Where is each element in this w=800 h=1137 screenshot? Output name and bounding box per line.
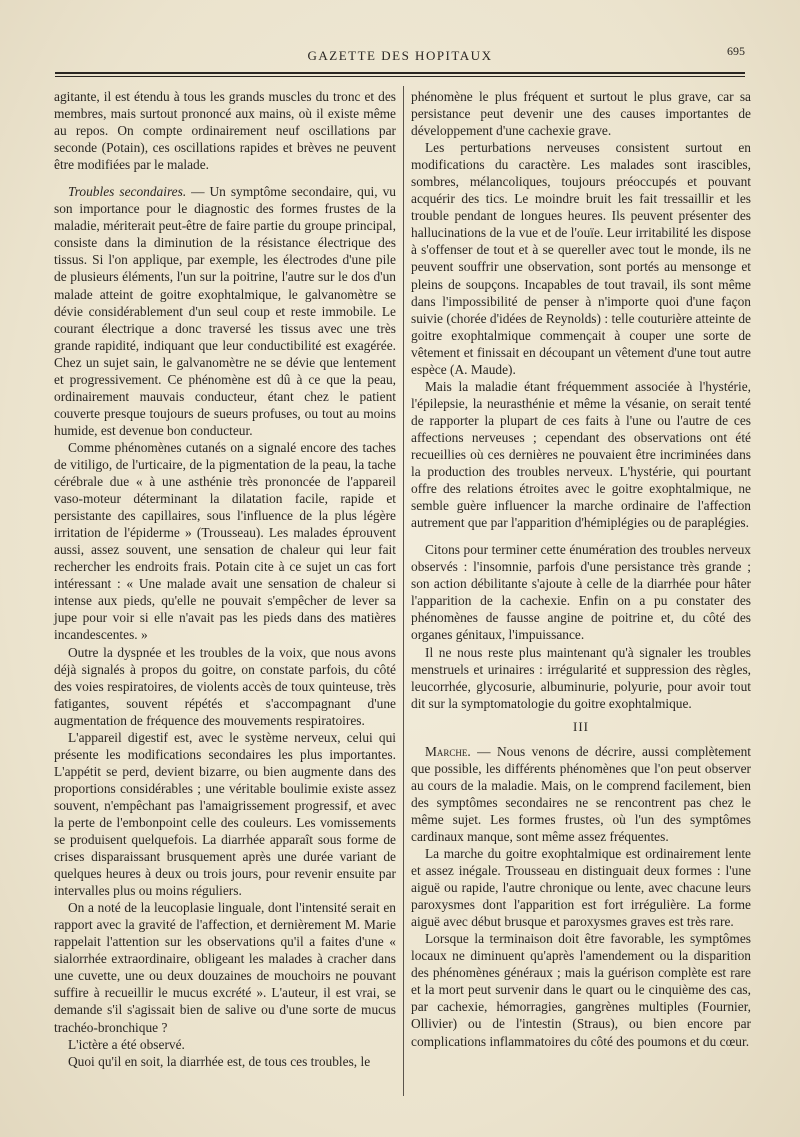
right-paragraph-1: phénomène le plus fréquent et surtout le plus grave, car sa persistance peut devenir une des causes importantes de développement d'une cachexie grave.	[411, 89, 751, 139]
subheading-troubles-secondaires: Troubles secondaires.	[68, 184, 187, 200]
left-paragraph-2	[54, 183, 396, 439]
left-column	[54, 88, 396, 1070]
right-paragraph-7: La marche du goitre exophtalmique est ordinairement lente et assez inégale. Trousseau en distinguait deux formes : l'une aiguë ou rapide, l'autre chronique ou lente, avec chacune leurs paroxysmes dont l'apparition est fort irrégulière. La forme aiguë avec début brusque et paroxysmes graves est très rare.	[411, 846, 751, 930]
left-paragraph-4: Outre la dyspnée et les troubles de la voix, que nous avons déjà signalés à propos du goitre, on constate parfois, du côté des voies respiratoires, de violents accès de toux quinteuse, très fatigantes, souvent répétés et s'accompagnant d'une augmentation de fréquence des mouvements respiratoires.	[54, 644, 396, 728]
column-divider	[403, 86, 404, 1096]
right-paragraph-5: Il ne nous reste plus maintenant qu'à signaler les troubles menstruels et urinaires : irrégularité et suppression des règles, leucorrhée, glycosurie, albuminurie, polyurie, pour avoir tout dit sur la symptomatologie du goitre exophtalmique.	[411, 644, 751, 711]
header-rule	[55, 72, 745, 74]
left-paragraph-3: Comme phénomènes cutanés on a signalé encore des taches de vitiligo, de l'urticaire, de la pigmentation de la peau, la tache cérébrale due « à une asthénie très prononcée de l'appareil vaso-moteur déterminant la dilatation facile, rapide et persistante des capillaires, sous l'influence de la plus légère irritation de l'épiderme » (Trousseau). Les malades éprouvent aussi, assez souvent, une sensation de chaleur qui leur fait rechercher les endroits frais. Potain cite à ce sujet un cas fort intéressant : « Une malade avait une sensation de chaleur si intense aux pieds, qu'elle ne pouvait s'empêcher de lever sa jupe pour voir si elle n'avait pas les pieds dans des matières incandescentes. »	[54, 439, 396, 643]
right-paragraph-4: Citons pour terminer cette énumération des troubles nerveux observés : l'insomnie, parfois d'une persistance très grande ; son action débilitante s'ajoute à celle de la diarrhée pour hâter l'apparition de la cachexie. Enfin on a pu constater des phénomènes de fausse angine de poitrine et, du côté des organes génitaux, l'impuissance.	[411, 542, 751, 643]
right-paragraph-8: Lorsque la terminaison doit être favorable, les symptômes locaux ne diminuent qu'après l'amendement ou la disparition des phénomènes généraux ; mais la guérison complète est rare et la mort peut survenir dans le quart ou le cinquième des cas, par cachexie, hémorragies, gangrènes multiples (Fournier, Ollivier) ou de l'intestin (Straus), ou bien encore par complications inflammatoires du côté des poumons et du cœur.	[411, 931, 751, 1049]
left-paragraph-8: Quoi qu'il en soit, la diarrhée est, de tous ces troubles, le	[68, 1053, 371, 1069]
left-paragraph-7: L'ictère a été observé.	[68, 1036, 185, 1052]
left-paragraph-5: L'appareil digestif est, avec le système nerveux, celui qui présente les modifications secondaires les plus importantes. L'appétit se perd, devient bizarre, ou bien augmente dans des proportions considérables ; une véritable boulimie existe assez souvent, n'empêchant pas l'amaigrissement progressif, et avec la perte de l'embonpoint celle des couleurs. Les vomissements se produisent quelquefois. La diarrhée apparaît sous forme de crises disparaissant brusquement après une durée variant de quelques heures à deux ou trois jours, pour revenir ensuite par intervalles plus ou moins réguliers.	[54, 729, 396, 899]
right-paragraph-2: Les perturbations nerveuses consistent surtout en modifications du caractère. Les malades sont irascibles, sombres, mélancoliques, toujours préoccupés et pouvant acquérir des tics. Le moindre bruit les fait tressaillir et les trouble pendant de longues heures. Ils peuvent présenter des hallucinations de la vue et de l'ouïe. Leur irritabilité les dispose à s'offenser de tout et à se quereller avec tout le monde, ils ne peuvent souffrir une observation, sont portés au mensonge et pleins de soupçons. Incapables de tout travail, ils sont même dans l'impossibilité de penser à n'importe quoi d'une façon suivie (chorée d'idées de Reynolds) : telle couturière atteinte de goitre exophtalmique commençait à couper une sorte de vêtement et finissait en découpant un vêtement d'une tout autre espèce (A. Maude).	[411, 140, 751, 377]
right-paragraph-6-text: — Nous venons de décrire, aussi complètement que possible, les différents phénomènes que l'on peut observer au cours de la maladie. Mais, on le comprend facilement, bien des symptômes secondaires ne se rencontrent pas chez le même sujet. Les formes frustes, où l'un des symptômes cardinaux manque, sont même assez fréquentes.	[411, 743, 751, 844]
left-paragraph-2-text: — Un symptôme secondaire, qui, vu son importance pour le diagnostic des formes frustes de la maladie, mériterait peut-être de faire partie du groupe principal, consiste dans la diminution de la résistance électrique des tissus. Si l'on applique, par exemple, les électrodes d'une pile de plusieurs éléments, l'un sur la poitrine, l'autre sur le dos d'un malade atteint de goitre exophtalmique, le galvanomètre se dévie considérablement d'un seul coup et reste immobile. Le courant électrique a donc traversé les tissus avec une très grande rapidité, indiquant que leur conductibilité est exagérée. Chez un sujet sain, le galvanomètre ne se dévie que lentement et progressivement. Ce phénomène est dû à ce que la peau, ordinairement mauvais conducteur, étant chez le patient couverte presque toujours de sueurs profuses, ou tout au moins humide, est devenue bon conducteur.	[54, 184, 396, 438]
page-header	[55, 44, 745, 66]
section-number: III	[573, 718, 589, 734]
right-column	[411, 88, 751, 1050]
page-number: 695	[727, 44, 745, 58]
right-paragraph-3: Mais la maladie étant fréquemment associée à l'hystérie, l'épilepsie, la neurasthénie et même la vésanie, on serait tenté de rapporter la plupart de ces faits à l'une ou l'autre de ces affections nerveuses ; cependant des observations ont été recueillies où ces dernières ne pouvaient être incriminées dans la production des troubles nerveux. L'hystérie, qui pourtant offre des relations étroites avec le goitre exophtalmique, ne semble guère influencer la marche ordinaire de l'affection autrement que par l'apparition d'hémiplégies ou de paraplégies.	[411, 378, 751, 531]
header-rule-thin	[55, 76, 745, 77]
running-title: GAZETTE DES HOPITAUX	[307, 48, 493, 63]
right-paragraph-6	[411, 743, 751, 845]
left-paragraph-6: On a noté de la leucoplasie linguale, dont l'intensité serait en rapport avec la gravité de l'affection, et dernièrement M. Marie rappelait l'attention sur les observations qu'il a faites d'une « sialorrhée extraordinaire, obligeant les malades à cracher dans une cuvette, une ou deux douzaines de mouchoirs ne pouvant suffire à recueillir le mucus excrété ». L'auteur, il est vrai, se demande s'il s'agissait bien de salive ou d'une sorte de mucus trachéo-bronchique ?	[54, 900, 396, 1035]
left-paragraph-1: agitante, il est étendu à tous les grands muscles du tronc et des membres, mais surtout prononcé aux mains, où il existe même au repos. On compte ordinairement neuf oscillations par seconde (Potain), ces oscillations rapides et brèves ne peuvent être modifiées par le malade.	[54, 89, 396, 173]
subheading-marche: Marche.	[425, 743, 471, 759]
